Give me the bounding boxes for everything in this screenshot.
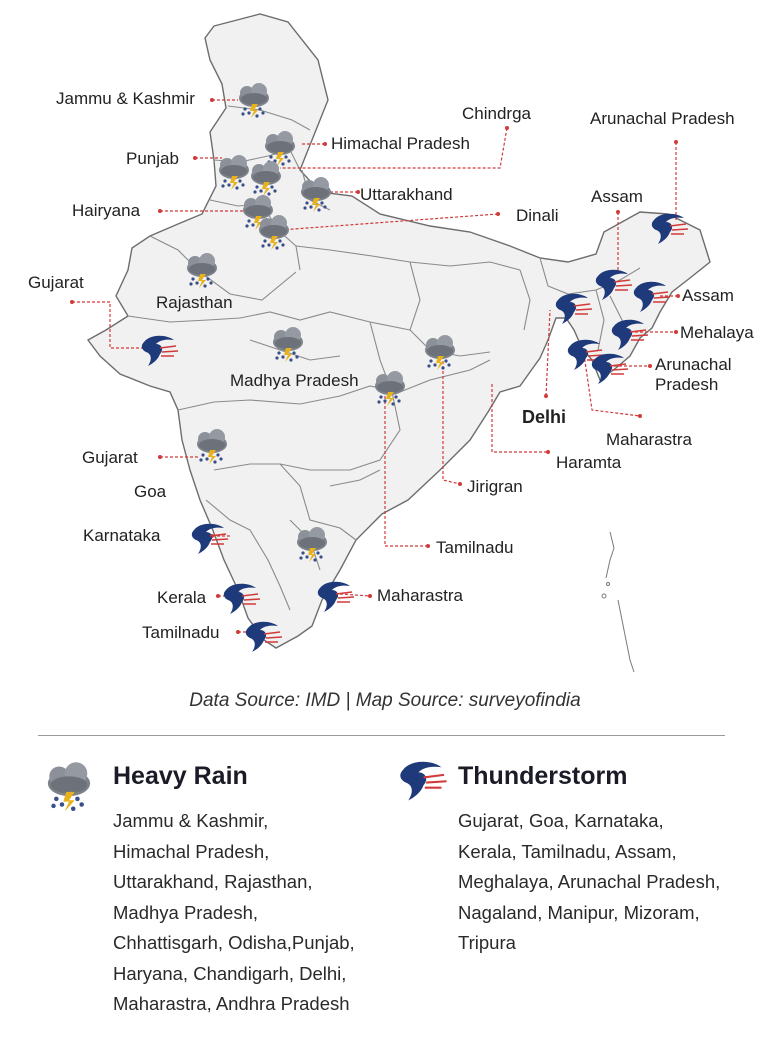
rain-marker-maharastra — [197, 429, 227, 464]
map-label-assam_right: Assam — [682, 286, 734, 305]
rain-marker-andhra — [297, 527, 327, 562]
map-label-ap_top: Arunachal Pradesh — [590, 109, 735, 128]
rain-marker-uttarakhand — [301, 177, 331, 212]
legend-thunderstorm-title: Thunderstorm — [458, 762, 628, 790]
legend-heavy-rain-list — [113, 806, 355, 1020]
map-label-kerala: Kerala — [157, 588, 207, 607]
map-label-goa: Goa — [134, 482, 167, 501]
rain-marker-himachal — [265, 131, 295, 166]
map-label-assam_top: Assam — [591, 187, 643, 206]
storm-icon — [390, 757, 452, 803]
data-source-note: Data Source: IMD | Map Source: surveyofindia — [189, 690, 581, 711]
map-label-tamilnadu_mid: Tamilnadu — [436, 538, 514, 557]
storm-marker-tamilnadu-east — [318, 582, 354, 612]
rain-marker-rajasthan — [187, 253, 217, 288]
map-label-chindrga: Chindrga — [462, 104, 531, 123]
rain-marker-jammu-kashmir — [239, 83, 269, 118]
rain-marker-delhi — [259, 215, 289, 250]
map-label-jk: Jammu & Kashmir — [56, 89, 195, 108]
legend-item-line: Haryana, Chandigarh, Delhi, — [113, 962, 347, 984]
legend-item-line: Jammu & Kashmir, — [113, 810, 269, 831]
map-label-mehalaya: Mehalaya — [680, 323, 754, 342]
legend-item-line: Nagaland, Manipur, Mizoram, — [458, 901, 700, 923]
rain-marker-chhattisgarh — [375, 371, 405, 406]
map-label-ap_right: Arunachal Pradesh — [655, 355, 732, 394]
map-label-maharastra_s: Maharastra — [377, 586, 463, 605]
legend-item-line: Chhattisgarh, Odisha,Punjab, — [113, 932, 355, 953]
map-label-punjab: Punjab — [126, 149, 179, 168]
legend-item-line: Madhya Pradesh, — [113, 901, 259, 923]
legend-item-line: Maharastra, Andhra Pradesh — [113, 993, 350, 1014]
map-label-rajasthan: Rajasthan — [156, 293, 233, 312]
map-label-maharastra_ne: Maharastra — [606, 430, 692, 449]
legend-item-line: Himachal Pradesh, — [113, 840, 270, 862]
map-label-gujarat_top: Gujarat — [28, 273, 84, 292]
rain-cloud-icon — [38, 758, 100, 820]
map-label-mp: Madhya Pradesh — [230, 371, 359, 390]
map-label-hairyana: Hairyana — [72, 201, 141, 220]
map-label-dinali: Dinali — [516, 206, 559, 225]
map-label-hp: Himachal Pradesh — [331, 134, 470, 153]
rain-marker-odisha — [425, 335, 455, 370]
map-label-delhi: Delhi — [522, 407, 567, 427]
legend-item-line: Kerala, Tamilnadu, Assam, — [458, 840, 677, 862]
legend-item-line: Tripura — [458, 932, 516, 953]
map-label-gujarat_mid: Gujarat — [82, 448, 138, 467]
legend-item-line: Meghalaya, Arunachal Pradesh, — [458, 871, 721, 892]
legend-heavy-rain-title: Heavy Rain — [113, 762, 248, 790]
map-label-tamilnadu_s: Tamilnadu — [142, 623, 220, 642]
legend-item-line: Uttarakhand, Rajasthan, — [113, 871, 313, 892]
legend-thunderstorm-list — [458, 806, 720, 959]
rain-marker-madhya-pradesh — [273, 327, 303, 362]
map-label-uttarakhand: Uttarakhand — [360, 185, 453, 204]
legend-item-line: Gujarat, Goa, Karnataka, — [458, 810, 664, 831]
map-label-haramta: Haramta — [556, 453, 622, 472]
map-label-jirigran: Jirigran — [467, 477, 523, 496]
rain-marker-chandigarh — [251, 161, 281, 196]
map-label-karnataka: Karnataka — [83, 526, 161, 545]
divider — [38, 735, 725, 736]
rain-marker-punjab — [219, 155, 249, 190]
